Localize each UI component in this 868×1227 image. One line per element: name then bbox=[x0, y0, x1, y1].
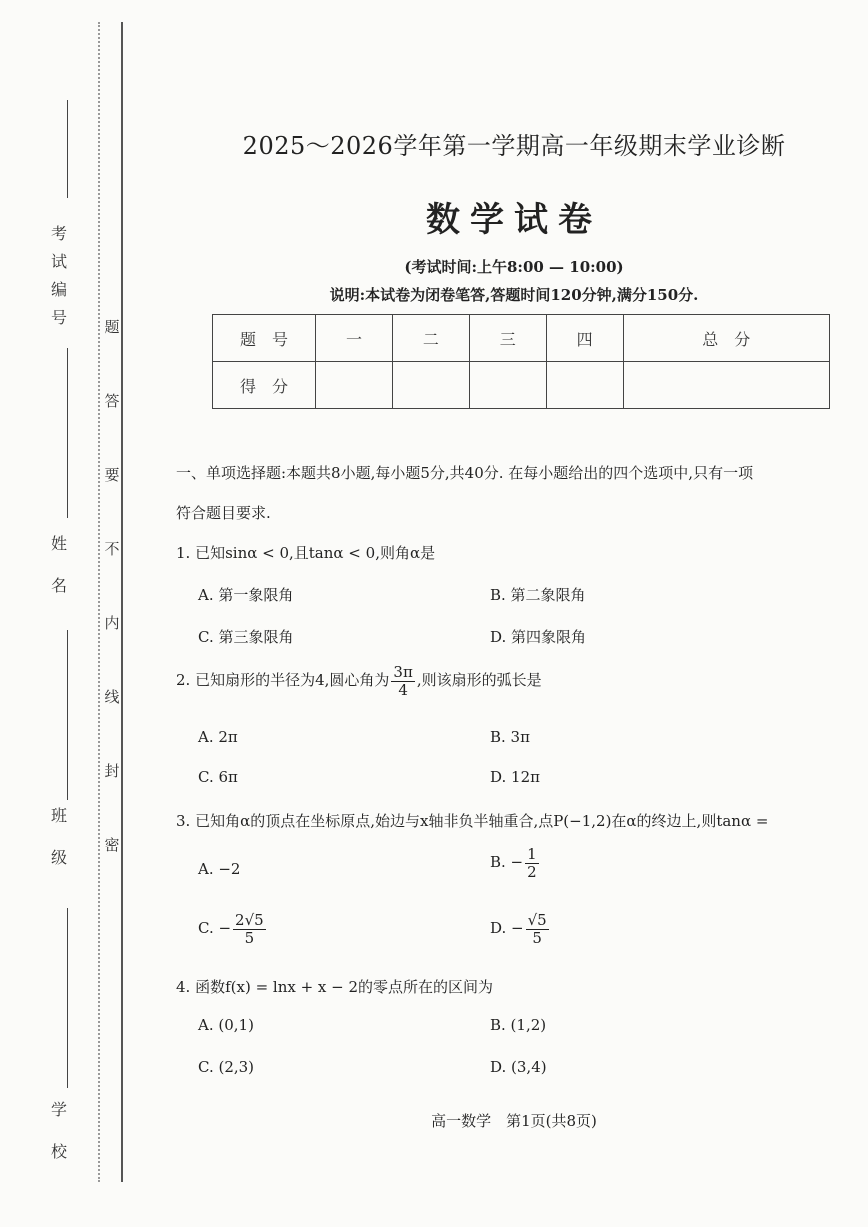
q2-stem-pre: 2. 已知扇形的半径为4,圆心角为 bbox=[176, 671, 390, 689]
question-3-stem: 3. 已知角α的顶点在坐标原点,始边与x轴非负半轴重合,点P(−1,2)在α的终边上,则tanα = bbox=[176, 812, 769, 830]
seal-char: 线 bbox=[104, 688, 120, 706]
class-label: 班 级 bbox=[50, 806, 67, 867]
page-footer: 高一数学 第1页(共8页) bbox=[431, 1112, 597, 1130]
seal-char: 内 bbox=[104, 614, 120, 632]
exam-note: 说明:本试卷为闭卷笔答,答题时间120分钟,满分150分. bbox=[329, 286, 699, 304]
q3-option-c: C. − $\frac{2√5}{5}$ bbox=[198, 911, 264, 947]
q1-option-a: A. 第一象限角 bbox=[198, 586, 294, 604]
score-table-header-row bbox=[213, 315, 830, 362]
score-cell-blank bbox=[623, 362, 829, 409]
score-cell-header: 一 bbox=[316, 315, 393, 362]
q1-option-b: B. 第二象限角 bbox=[490, 586, 586, 604]
name-blank bbox=[67, 348, 68, 518]
q3-option-b: B. − $\frac{1}{2}$ bbox=[490, 845, 537, 881]
q2-option-d: D. 12π bbox=[490, 768, 540, 786]
score-table bbox=[212, 314, 830, 409]
seal-char: 不 bbox=[104, 540, 120, 558]
section-intro: 一、单项选择题:本题共8小题,每小题5分,共40分. 在每小题给出的四个选项中,只有一项 bbox=[176, 464, 754, 482]
q2-stem-post: ,则该扇形的弧长是 bbox=[416, 671, 542, 689]
score-cell-label: 题 号 bbox=[213, 315, 316, 362]
q4-option-d: D. (3,4) bbox=[490, 1058, 547, 1076]
score-cell-header: 四 bbox=[546, 315, 623, 362]
name-label: 姓 名 bbox=[50, 534, 67, 595]
school-blank bbox=[67, 908, 68, 1088]
question-1-stem: 1. 已知sinα < 0,且tanα < 0,则角α是 bbox=[176, 544, 436, 562]
seal-char: 答 bbox=[104, 392, 120, 410]
q3-option-a: A. −2 bbox=[198, 860, 241, 878]
q3-option-d: D. − $\frac{√5}{5}$ bbox=[490, 911, 547, 947]
q4-option-a: A. (0,1) bbox=[198, 1016, 254, 1034]
score-cell-blank bbox=[392, 362, 469, 409]
q2-option-c: C. 6π bbox=[198, 768, 238, 786]
q1-option-c: C. 第三象限角 bbox=[198, 628, 294, 646]
q4-option-c: C. (2,3) bbox=[198, 1058, 255, 1076]
exam-time: (考试时间:上午8:00 — 10:00) bbox=[404, 258, 624, 276]
score-cell-header: 三 bbox=[469, 315, 546, 362]
score-cell-blank bbox=[316, 362, 393, 409]
question-4-stem: 4. 函数f(x) = lnx + x − 2的零点所在的区间为 bbox=[176, 978, 494, 996]
seal-char: 题 bbox=[104, 318, 120, 336]
seal-char: 密 bbox=[104, 836, 120, 854]
score-cell-header: 总 分 bbox=[623, 315, 829, 362]
exam-id-label: 考 试 编 号 bbox=[50, 224, 67, 327]
seal-char: 封 bbox=[104, 762, 120, 780]
q2-option-b: B. 3π bbox=[490, 728, 530, 746]
exam-id-blank bbox=[67, 100, 68, 198]
school-label: 学 校 bbox=[50, 1100, 67, 1161]
exam-title: 2025～2026学年第一学期高一年级期末学业诊断 bbox=[242, 132, 786, 160]
q2-fraction bbox=[391, 664, 414, 698]
q1-option-d: D. 第四象限角 bbox=[490, 628, 587, 646]
question-2-stem bbox=[176, 664, 542, 698]
score-cell-header: 二 bbox=[392, 315, 469, 362]
subject-title: 数学试卷 bbox=[426, 200, 602, 240]
q4-option-b: B. (1,2) bbox=[490, 1016, 547, 1034]
score-cell-label: 得 分 bbox=[213, 362, 316, 409]
score-cell-blank bbox=[469, 362, 546, 409]
q2-option-a: A. 2π bbox=[198, 728, 238, 746]
section-intro-cont: 符合题目要求. bbox=[176, 504, 271, 522]
seal-char: 要 bbox=[104, 466, 120, 484]
q2-frac-den: 4 bbox=[398, 680, 408, 699]
q2-frac-num: 3π bbox=[393, 663, 413, 681]
class-blank bbox=[67, 630, 68, 800]
score-table-score-row bbox=[213, 362, 830, 409]
score-cell-blank bbox=[546, 362, 623, 409]
